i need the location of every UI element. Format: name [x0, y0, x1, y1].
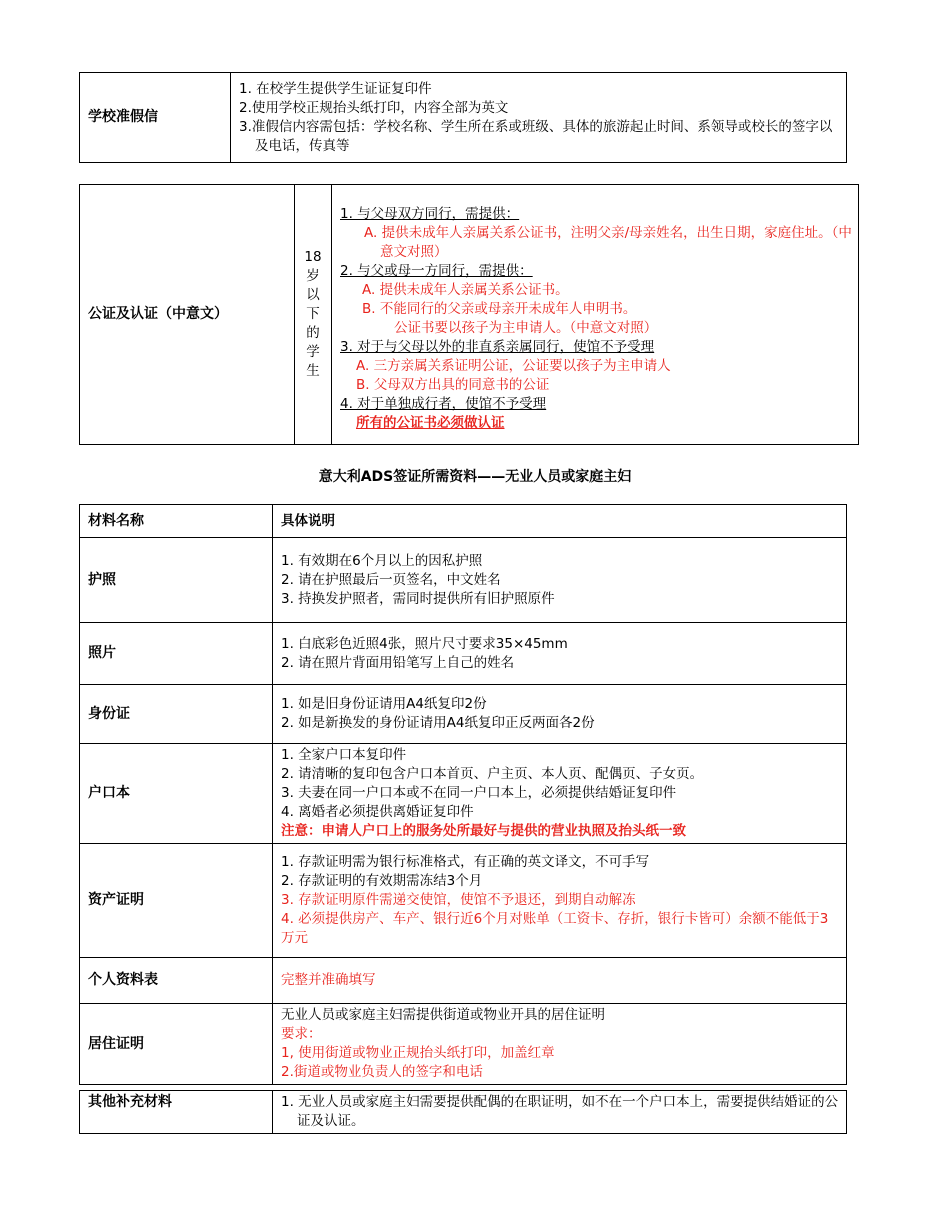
- list-item: 1. 无业人员或家庭主妇需要提供配偶的在职证明，如不在一个户口本上，需要提供结婚证的公证及认证。: [281, 1094, 839, 1129]
- list-item: 3. 夫妻在同一户口本或不在同一户口本上，必须提供结婚证复印件: [281, 785, 677, 801]
- form-label: 个人资料表: [80, 958, 273, 1004]
- header-col2: 具体说明: [273, 505, 847, 538]
- photo-details: [273, 623, 847, 685]
- list-item: 2. 请在护照最后一页签名，中文姓名: [281, 571, 501, 588]
- list-item: 1. 白底彩色近照4张，照片尺寸要求35×45mm: [281, 635, 568, 652]
- list-item: 2. 与父或母一方同行，需提供：: [340, 263, 533, 279]
- list-item: 1, 使用街道或物业正规抬头纸打印，加盖红章: [281, 1045, 555, 1061]
- table-row: [80, 185, 859, 445]
- list-item: B. 不能同行的父亲或母亲开未成年人申明书。: [362, 301, 637, 317]
- list-item: 2. 存款证明的有效期需冻结3个月: [281, 873, 483, 889]
- list-item: 1. 存款证明需为银行标准格式，有正确的英文译文，不可手写: [281, 854, 650, 870]
- list-item: 2. 如是新换发的身份证请用A4纸复印正反两面各2份: [281, 715, 595, 731]
- list-item: 4. 对于单独成行者，使馆不予受理: [340, 396, 547, 412]
- list-item: 2.使用学校正规抬头纸打印，内容全部为英文: [239, 99, 509, 116]
- list-item: 公证书要以孩子为主申请人。（中意文对照）: [394, 320, 658, 336]
- list-item: 3. 持换发护照者，需同时提供所有旧护照原件: [281, 590, 555, 607]
- residence-details: [273, 1004, 847, 1085]
- photo-label: 照片: [80, 623, 273, 685]
- idcard-label: 身份证: [80, 685, 273, 744]
- table-row: [80, 958, 847, 1004]
- assets-details: [273, 844, 847, 958]
- list-item: 3. 对于与父母以外的非直系亲属同行，使馆不予受理: [340, 339, 655, 355]
- list-item: 1. 与父母双方同行，需提供：: [340, 206, 520, 222]
- notary-label: 公证及认证（中意文）: [80, 185, 295, 445]
- list-item: 4. 必须提供房产、车产、银行近6个月对账单（工资卡、存折，银行卡皆可）余额不能低于3万元: [281, 911, 829, 946]
- idcard-details: [273, 685, 847, 744]
- header-col1: 材料名称: [80, 505, 273, 538]
- other-table: [79, 1090, 847, 1134]
- list-item: 要求：: [281, 1026, 322, 1042]
- table-row: [80, 73, 847, 163]
- list-item: 3.准假信内容需包括：学校名称、学生所在系或班级、具体的旅游起止时间、系领导或校长的签字以及电话，传真等: [239, 118, 833, 154]
- age-label: 18岁以下的学生: [304, 249, 322, 379]
- assets-label: 资产证明: [80, 844, 273, 958]
- table-row: [80, 505, 847, 538]
- list-item: B. 父母双方出具的同意书的公证: [356, 377, 550, 393]
- list-item: 4. 离婚者必须提供离婚证复印件: [281, 804, 474, 820]
- materials-table: [79, 504, 847, 1085]
- document-title: 意大利ADS签证所需资料——无业人员或家庭主妇: [318, 469, 632, 485]
- age-cell: [295, 185, 332, 445]
- passport-details: [273, 538, 847, 623]
- hukou-label: 户口本: [80, 744, 273, 844]
- school-letter-label: 学校准假信: [80, 73, 231, 163]
- table-row: [80, 538, 847, 623]
- residence-label: 居住证明: [80, 1004, 273, 1085]
- table-row: [80, 744, 847, 844]
- list-item: 2.街道或物业负责人的签字和电话: [281, 1064, 483, 1080]
- list-item: A. 三方亲属关系证明公证，公证要以孩子为主申请人: [356, 358, 671, 374]
- form-details: 完整并准确填写: [273, 958, 847, 1004]
- other-label: 其他补充材料: [80, 1091, 273, 1134]
- list-item: 2. 请在照片背面用铅笔写上自己的姓名: [281, 654, 515, 671]
- list-item: A. 提供未成年人亲属关系公证书，注明父亲/母亲姓名，出生日期，家庭住址。（中意文对照）: [364, 225, 852, 260]
- notary-table: [79, 184, 859, 445]
- table-row: [80, 685, 847, 744]
- hukou-details: [273, 744, 847, 844]
- other-details: [273, 1091, 847, 1134]
- list-item: 3. 存款证明原件需递交使馆，使馆不予退还，到期自动解冻: [281, 892, 636, 908]
- table-row: [80, 1091, 847, 1134]
- list-item: 1. 有效期在6个月以上的因私护照: [281, 552, 483, 569]
- list-item: 1. 全家户口本复印件: [281, 747, 407, 763]
- list-item: 无业人员或家庭主妇需提供街道或物业开具的居住证明: [281, 1007, 605, 1023]
- hukou-note: 注意：申请人户口上的服务处所最好与提供的营业执照及抬头纸一致: [281, 823, 686, 839]
- list-item: 1. 在校学生提供学生证证复印件: [239, 80, 432, 97]
- table-row: [80, 623, 847, 685]
- list-item: 2. 请清晰的复印包含户口本首页、户主页、本人页、配偶页、子女页。: [281, 766, 704, 782]
- table-row: [80, 1004, 847, 1085]
- notary-note: 所有的公证书必须做认证: [356, 415, 505, 431]
- list-item: 1. 如是旧身份证请用A4纸复印2份: [281, 696, 487, 712]
- notary-details: [332, 185, 859, 445]
- school-letter-table: [79, 72, 847, 163]
- list-item: A. 提供未成年人亲属关系公证书。: [362, 282, 569, 298]
- school-letter-details: [231, 73, 847, 163]
- table-row: [80, 844, 847, 958]
- passport-label: 护照: [80, 538, 273, 623]
